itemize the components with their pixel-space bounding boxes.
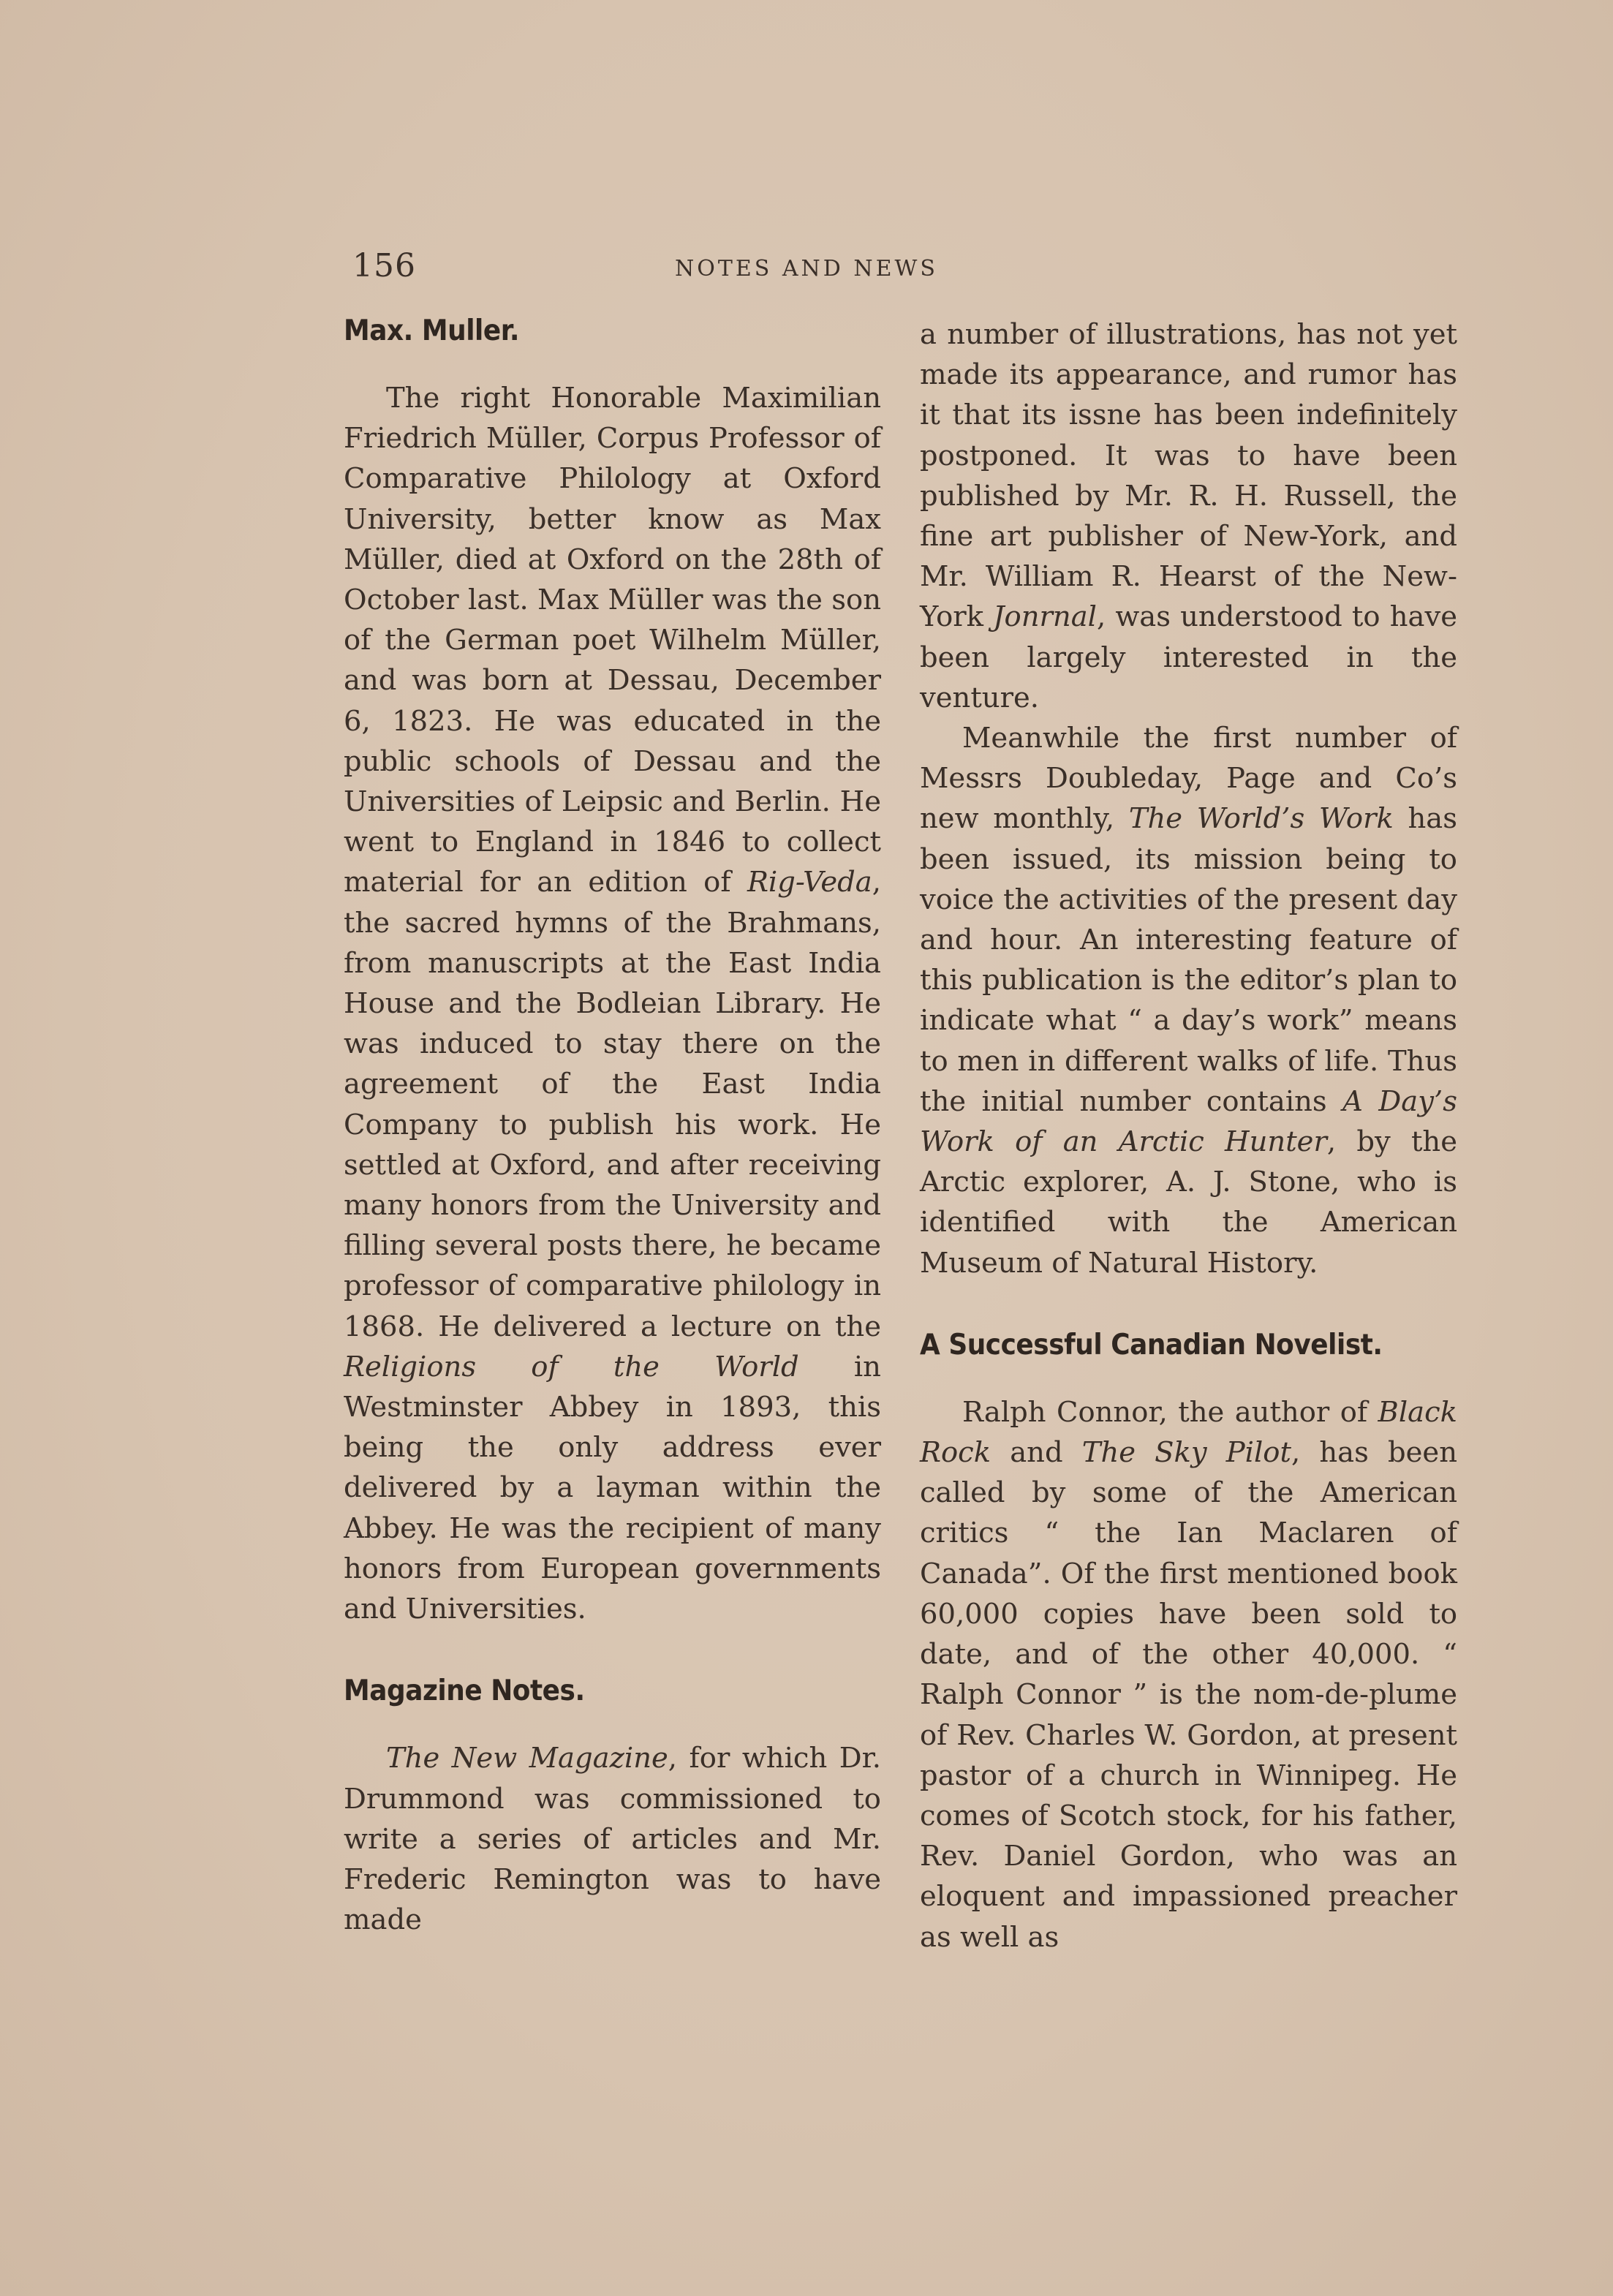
paragraph-worlds-work [920,718,1457,1283]
text-span: Ralph Connor, the author of [962,1395,1378,1429]
text-span: The right Honorable Maximilian Friedrich Müller, Corpus Professor of Comparative Philology at Oxford University, better know as Max Müller, died at Oxford on the 28th of October last. Max Müller was the son of the German poet Wilhelm Müller, and was born at Dessau, December 6, 1823. He was educated in the public schools of Dessau and the Universities of Leipsic and Berlin. He went to England in 1846 to collect material for an edition of [344,382,881,899]
text-span: , for which Dr. Drummond was commissioned to write a series of articles and Mr. Frederic Remington was to have made [344,1742,881,1937]
running-head: NOTES AND NEWS [675,256,938,282]
text-span: has been issued, its mission being to voice the activities of the present day and hour. An interesting feature of this publication is the editor’s plan to indicate what “ a day’s work” means to men in different walks of life. Thus the initial number contains [920,802,1457,1118]
italic-title: The World’s Work [1128,802,1394,836]
text-span: , has been called by some of the American critics “ the Ian Maclaren of Canada”. Of the first mentioned book 60,000 copies have been sold to date, and of the other 40,000. “ Ralph Connor ” is the nom-de-plume of Rev. Charles W. Gordon, at present pastor of a church in Winnipeg. He comes of Scotch stock, for his father, Rev. Daniel Gordon, who was an eloquent and impassioned preacher as well as [920,1436,1458,1954]
text-span: , the sacred hymns of the Brahmans, from manuscripts at the East India House and the Bodleian Library. He was induced to stay there on the agreement of the East India Company to publish his work. He settled at Oxford, and after receiving many honors from the University and filling several posts there, he became professor of comparative philology in 1868. He delivered a lecture on the [344,866,881,1343]
text-span: a number of illustrations, has not yet made its appearance, and rumor has it that its issne has been indefinitely postponed. It was to have been published by Mr. R. H. Russell, the fine art publisher of New-York, and Mr. William R. Hearst of the New-York [920,318,1457,634]
italic-title: Black Rock [920,1395,1457,1470]
heading-canadian-novelist: A Successful Canadian Novelist. [920,1328,1383,1362]
italic-title: Religions of the World [344,1350,799,1383]
right-column [920,314,1457,1957]
italic-title: The Sky Pilot [1081,1436,1291,1470]
left-column [344,314,881,1940]
page-number: 156 [352,247,416,284]
paragraph-magazine-continued [920,314,1457,718]
italic-title: Rig-Veda [747,866,872,899]
text-span: , by the Arctic explorer, A. J. Stone, who is identified with the American Museum of Natural History. [920,1125,1457,1280]
heading-max-muller: Max. Muller. [344,314,520,347]
italic-title: Jonrnal [993,600,1097,634]
italic-title: A Day’s Work of an Arctic Hunter [920,1084,1457,1159]
heading-magazine-notes: Magazine Notes. [344,1674,585,1708]
text-span: Meanwhile the first number of Messrs Doubleday, Page and Co’s new monthly, [920,722,1457,836]
text-span: in Westminster Abbey in 1893, this being the only address ever delivered by a layman within the Abbey. He was the recipient of many honors from European governments and Universities. [344,1350,881,1626]
text-span: , was understood to have been largely interested in the venture. [920,600,1457,714]
paragraph-muller [344,378,881,1629]
text-span: and [991,1436,1082,1470]
italic-title: The New Magazine [386,1742,668,1775]
paragraph-magazine-notes [344,1738,881,1940]
paragraph-ralph-connor [920,1392,1457,1957]
